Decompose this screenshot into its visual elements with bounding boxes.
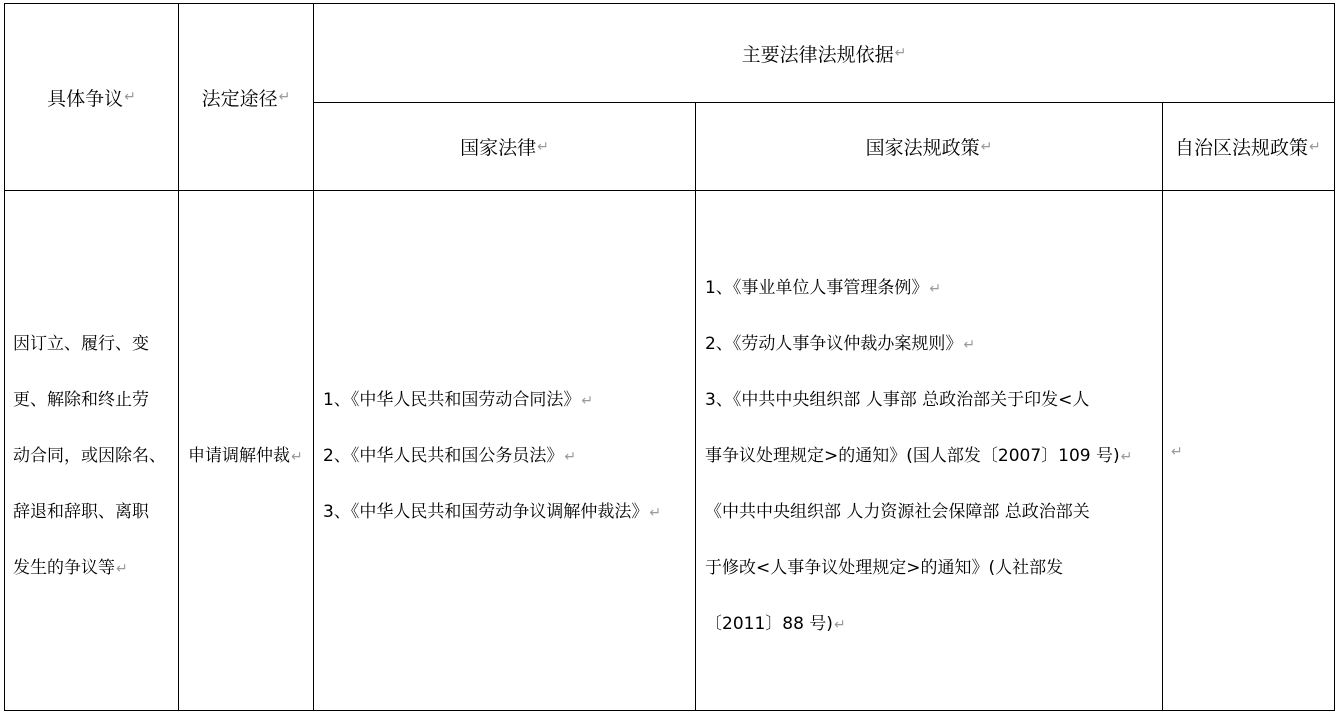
paragraph-mark: ↵ [278, 89, 291, 105]
col-divider-3 [695, 102, 696, 711]
paragraph-mark: ↵ [1120, 449, 1133, 465]
header-channel [179, 4, 313, 190]
national-reg-item: 《中共中央组织部 人力资源社会保障部 总政治部关 [705, 502, 1090, 522]
paragraph-mark: ↵ [894, 45, 907, 61]
paragraph-mark: ↵ [833, 617, 846, 633]
paragraph-mark: ↵ [124, 89, 136, 105]
header-regional-reg [1163, 103, 1334, 190]
paragraph-mark: ↵ [537, 138, 549, 155]
header-national-law [314, 103, 695, 190]
national-reg-item: 2、《劳动人事争议仲裁办案规则》↵ [705, 334, 976, 354]
paragraph-mark: ↵ [581, 393, 594, 409]
national-reg-item: 3、《中共中央组织部 人事部 总政治部关于印发<人 [705, 390, 1090, 410]
national-reg-item: 〔2011〕88 号)↵ [705, 614, 846, 634]
paragraph-mark: ↵ [564, 449, 577, 465]
national-reg-item: 1、《事业单位人事管理条例》↵ [705, 278, 942, 298]
paragraph-mark: ↵ [929, 281, 942, 297]
dispute-line-4: 辞退和辞职、离职 [13, 502, 149, 522]
national-law-item: 3、《中华人民共和国劳动争议调解仲裁法》↵ [323, 502, 662, 522]
paragraph-mark: ↵ [291, 449, 303, 465]
header-channel-label: 法定途径 [201, 87, 278, 110]
national-reg-item: 于修改<人事争议处理规定>的通知》(人社部发 [705, 558, 1064, 578]
national-reg-item: 事争议处理规定>的通知》(国人部发〔2007〕109 号)↵ [705, 446, 1133, 466]
dispute-line-5: 发生的争议等↵ [13, 558, 128, 578]
header-dispute-label: 具体争议 [47, 87, 124, 110]
paragraph-mark: ↵ [116, 561, 128, 577]
paragraph-mark: ↵ [963, 337, 976, 353]
table-border-bottom [4, 710, 1335, 711]
header-basis [314, 4, 1334, 102]
national-law-item: 1、《中华人民共和国劳动合同法》↵ [323, 390, 594, 410]
channel-text: 申请调解仲裁↵ [188, 446, 303, 466]
header-national-reg-label: 国家法规政策 [865, 137, 980, 159]
dispute-line-2: 更、解除和终止劳 [13, 390, 149, 410]
dispute-line-3: 动合同，或因除名、 [13, 446, 166, 466]
header-dispute [5, 4, 178, 190]
dispute-line-1: 因订立、履行、变 [13, 334, 149, 354]
national-law-item: 2、《中华人民共和国公务员法》↵ [323, 446, 577, 466]
header-national-law-label: 国家法律 [460, 137, 537, 159]
table-border-right [1334, 3, 1335, 711]
header-basis-label: 主要法律法规依据 [741, 43, 894, 66]
header-regional-reg-label: 自治区法规政策 [1175, 137, 1309, 159]
paragraph-mark: ↵ [980, 138, 993, 155]
header-national-reg [696, 103, 1162, 190]
paragraph-mark: ↵ [1309, 138, 1321, 155]
regional-reg-cell [1170, 441, 1183, 461]
col-divider-4 [1162, 102, 1163, 711]
paragraph-mark: ↵ [1171, 444, 1183, 460]
paragraph-mark: ↵ [649, 505, 662, 521]
header-bottom-line [4, 190, 1335, 191]
